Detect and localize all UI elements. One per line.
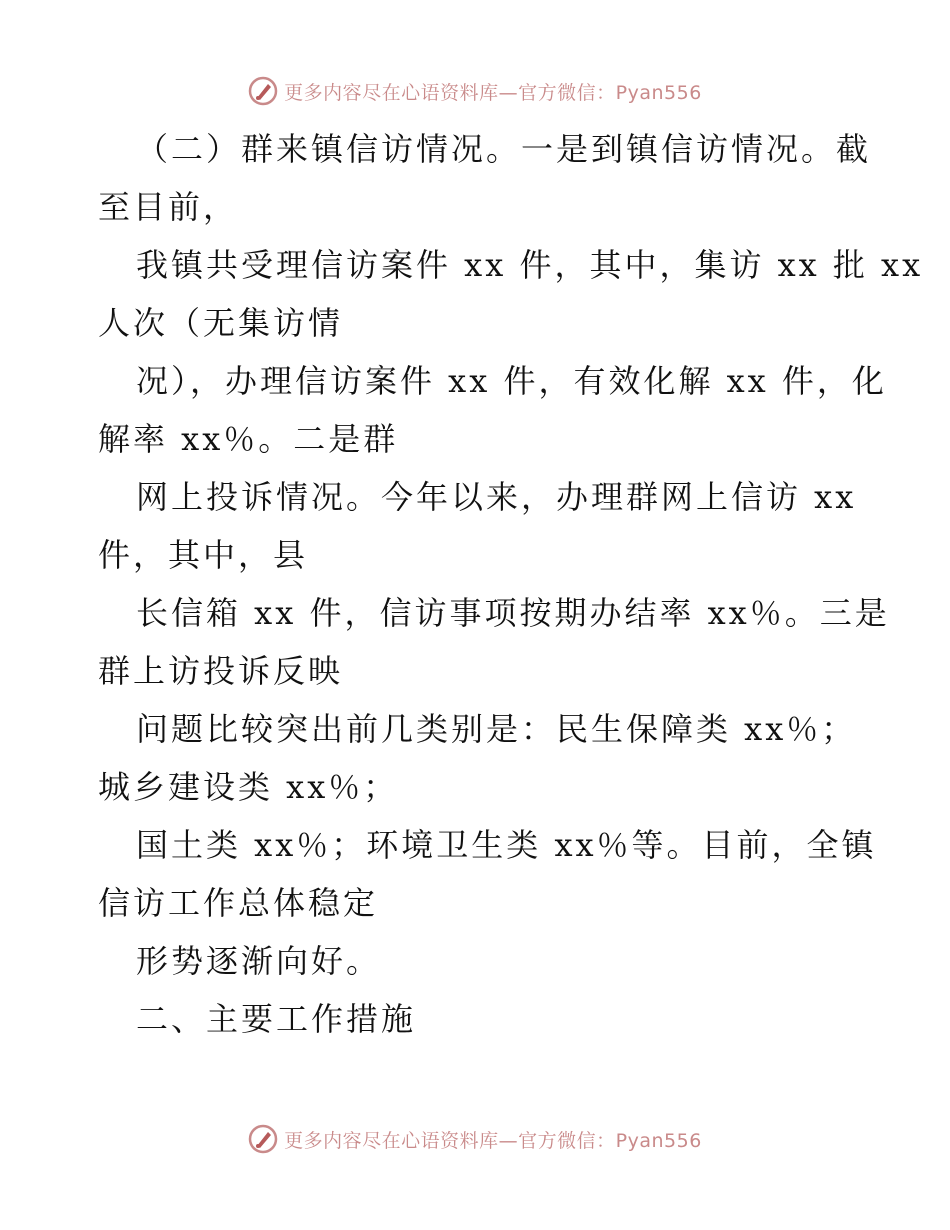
paragraph-line: 至目前， (98, 188, 239, 226)
quill-pen-logo-icon (248, 1124, 278, 1154)
paragraph-line: 长信箱 xx 件，信访事项按期办结率 xx％。三是 (136, 594, 890, 632)
paragraph-line: 国土类 xx％；环境卫生类 xx％等。目前，全镇 (136, 826, 877, 864)
section-heading: 二、主要工作措施 (136, 1000, 417, 1038)
paragraph-line: 信访工作总体稳定 (98, 884, 379, 922)
paragraph-line: 我镇共受理信访案件 xx 件，其中，集访 xx 批 xx (136, 246, 924, 284)
paragraph-line: 人次（无集访情 (98, 304, 344, 342)
paragraph-line: 网上投诉情况。今年以来，办理群网上信访 xx (136, 478, 857, 516)
header-watermark (0, 76, 950, 106)
footer-watermark (0, 1124, 950, 1154)
paragraph-line: （二）群来镇信访情况。一是到镇信访情况。截 (136, 130, 872, 168)
paragraph-line: 况），办理信访案件 xx 件，有效化解 xx 件，化 (136, 362, 887, 400)
paragraph-line: 城乡建设类 xx％； (98, 768, 399, 806)
document-body (98, 120, 924, 1048)
watermark-text: 更多内容尽在心语资料库—官方微信：Pyan556 (284, 81, 702, 104)
paragraph-line: 解率 xx％。二是群 (98, 420, 399, 458)
quill-pen-logo-icon (248, 76, 278, 106)
paragraph-line: 群上访投诉反映 (98, 652, 344, 690)
paragraph-line: 件，其中，县 (98, 536, 309, 574)
paragraph-line: 形势逐渐向好。 (136, 942, 382, 980)
watermark-text: 更多内容尽在心语资料库—官方微信：Pyan556 (284, 1129, 702, 1152)
paragraph-line: 问题比较突出前几类别是：民生保障类 xx％； (136, 710, 857, 748)
